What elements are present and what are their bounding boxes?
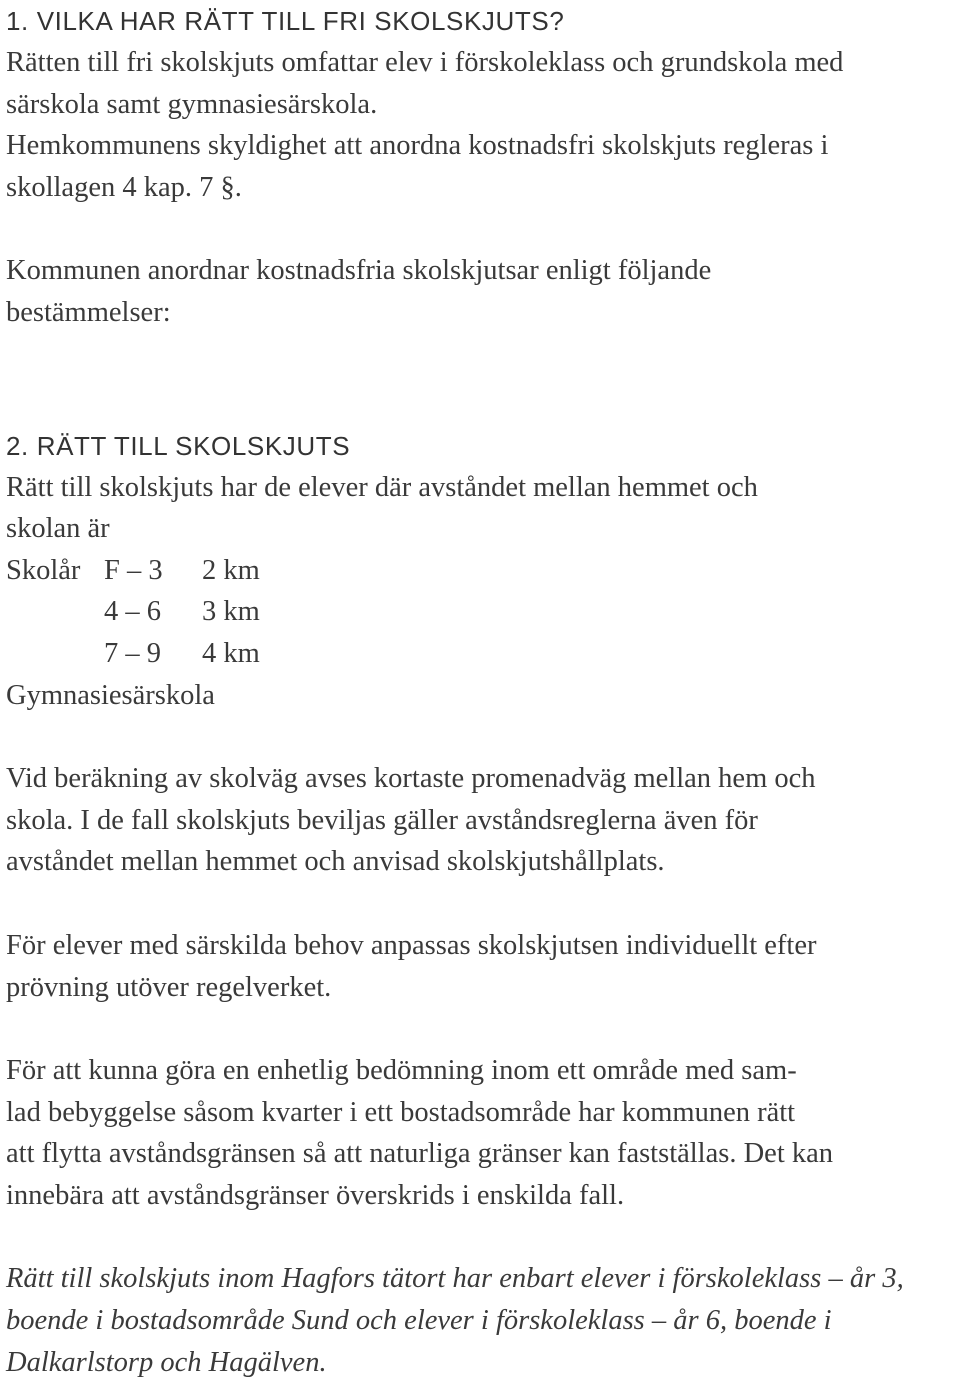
text-line: skola. I de fall skolskjuts beviljas gäller avståndsreglerna även för [6,804,758,836]
grade-distance: 3 km [202,596,260,628]
text-line: Rätt till skolskjuts har de elever där avståndet mellan hemmet och [6,471,758,503]
grade-lead [6,633,104,675]
grade-range: F – 3 [104,554,163,586]
section-2-paragraph-3 [6,1050,956,1216]
text-line: innebära att avståndsgränser överskrids i enskilda fall. [6,1179,625,1211]
text-line: avståndet mellan hemmet och anvisad skolskjutshållplats. [6,846,665,878]
section-2-heading: 2. RÄTT TILL SKOLSKJUTS [6,430,351,461]
text-line: boende i bostadsområde Sund och elever i förskoleklass – år 6, boende i [6,1305,832,1337]
text-line: Vid beräkning av skolväg avses kortaste promenadväg mellan hem och [6,763,816,795]
text-line: särskola samt gymnasiesärskola. [6,88,378,120]
distance-row [6,550,956,592]
grade-lead: Skolår [6,554,81,586]
grade-range: 7 – 9 [104,637,161,669]
grade-distance: 2 km [202,554,260,586]
text-line: att flytta avståndsgränsen så att naturliga gränser kan fastställas. Det kan [6,1138,834,1170]
grade-range: 4 – 6 [104,596,161,628]
text-line: Rätt till skolskjuts inom Hagfors tätort har enbart elever i förskoleklass – år 3, [6,1263,904,1295]
text-line: Dalkarlstorp och Hagälven. [6,1346,327,1378]
section-1-heading: 1. VILKA HAR RÄTT TILL FRI SKOLSKJUTS? [6,6,565,36]
distance-table [6,550,956,716]
section-2-paragraph-2 [6,925,956,1008]
grade-distance: 4 km [202,637,260,669]
text-line: bestämmelser: [6,296,171,328]
text-line: skolan är [6,513,110,545]
section-1-paragraph-1 [6,42,956,208]
distance-row [6,591,956,633]
grade-lead [6,591,104,633]
grades-footer: Gymnasiesärskola [6,679,215,711]
text-line: Rätten till fri skolskjuts omfattar elev i förskoleklass och grundskola med [6,47,844,78]
document-page [6,0,956,1383]
text-line: För elever med särskilda behov anpassas skolskjutsen individuellt efter [6,929,817,961]
text-line: skollagen 4 kap. 7 §. [6,171,242,203]
italic-note [6,1258,956,1383]
text-line: prövning utöver regelverket. [6,971,332,1003]
text-line: lad bebyggelse såsom kvarter i ett bostadsområde har kommunen rätt [6,1096,796,1128]
section-2-paragraph-1 [6,758,956,883]
text-line: Hemkommunens skyldighet att anordna kostnadsfri skolskjuts regleras i [6,130,829,162]
section-1-paragraph-2 [6,250,956,333]
text-line: För att kunna göra en enhetlig bedömning inom ett område med sam- [6,1055,797,1087]
text-line: Kommunen anordnar kostnadsfria skolskjutsar enligt följande [6,255,712,287]
section-2-intro [6,467,956,550]
distance-row [6,633,956,675]
